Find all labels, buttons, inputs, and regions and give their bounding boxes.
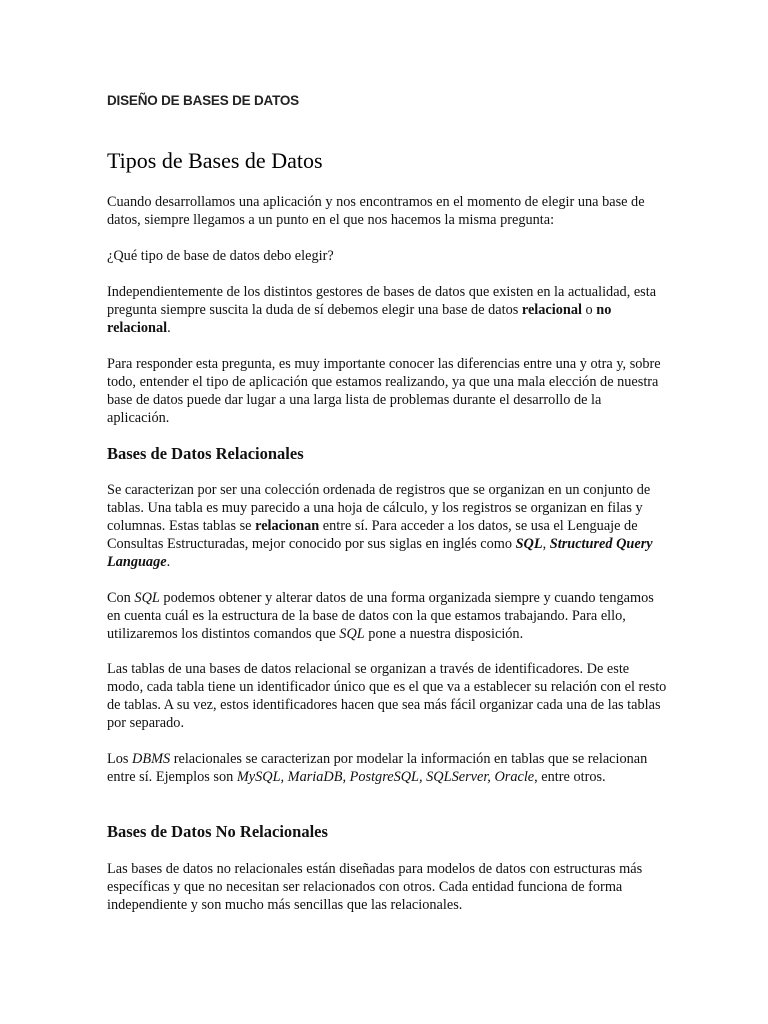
relational-paragraph-2: [107, 589, 667, 643]
page-title: Tipos de Bases de Datos: [107, 148, 323, 173]
document-header: DISEÑO DE BASES DE DATOS: [107, 93, 299, 108]
section-heading-no-relacionales: Bases de Datos No Relacionales: [107, 822, 328, 841]
text-run: pone a nuestra disposición.: [364, 626, 524, 642]
text-run: relacionales se caracterizan por modelar la información en tablas que se relacionan entre sí. Ejemplos son: [107, 751, 648, 785]
text-run: Independientemente de los distintos gestores de bases de datos que existen en la actualidad, esta pregunta siempre suscita la duda de sí debemos elegir una base de datos: [107, 284, 657, 318]
bold-term-relacionan: relacionan: [255, 518, 320, 534]
bold-term-no-relacional: no relacional: [107, 302, 612, 336]
non-relational-paragraph-1: Las bases de datos no relacionales están diseñadas para modelos de datos con estructuras más específicas y que no necesitan ser relacionados con otros. Cada entidad funciona de forma independiente y son mucho más sencillas que las relacionales.: [107, 861, 643, 913]
italic-term-sql: SQL: [339, 626, 365, 642]
text-run: Los: [107, 751, 133, 767]
text-run: ,: [542, 536, 550, 552]
section-heading-relacionales: Bases de Datos Relacionales: [107, 444, 304, 463]
relational-paragraph-3: Las tablas de una bases de datos relacional se organizan a través de identificadores. De este modo, cada tabla tiene un identificador único que es el que va a establecer su relación con el resto de tablas. A su vez, estos identificadores hacen que sea más fácil organizar cada una de las tablas por separado.: [107, 661, 667, 731]
text-run: Con: [107, 590, 135, 606]
intro-paragraph-3: [107, 283, 667, 337]
bold-italic-term-structured-query-language: Structured Query Language: [107, 536, 653, 570]
intro-paragraph-1: Cuando desarrollamos una aplicación y nos encontramos en el momento de elegir una base de datos, siempre llegamos a un punto en el que nos hacemos la misma pregunta:: [107, 194, 645, 228]
intro-question: ¿Qué tipo de base de datos debo elegir?: [107, 248, 334, 264]
relational-paragraph-4: [107, 750, 667, 786]
relational-paragraph-1: [107, 481, 667, 571]
text-run: podemos obtener y alterar datos de una forma organizada siempre y cuando tengamos en cuenta cuál es la estructura de la base de datos con la que estamos trabajando. Para ello, utilizaremos los distintos comandos que: [107, 590, 654, 642]
bold-italic-term-sql: SQL: [515, 536, 543, 552]
bold-term-relacional: relacional: [521, 302, 582, 318]
text-run: o: [581, 302, 597, 318]
italic-term-dbms: DBMS: [132, 751, 171, 767]
intro-paragraph-4: Para responder esta pregunta, es muy importante conocer las diferencias entre una y otra y, sobre todo, entender el tipo de aplicación que estamos realizando, ya que una mala elección de nuestra base de datos puede dar lugar a una larga lista de problemas durante el desarrollo de la aplicación.: [107, 356, 661, 426]
text-run: entre sí. Para acceder a los datos, se usa el Lenguaje de Consultas Estructuradas, mejor conocido por sus siglas en inglés como: [107, 518, 638, 552]
text-run: , entre otros.: [534, 769, 606, 785]
italic-term-sql: SQL: [134, 590, 160, 606]
italic-dbms-examples: MySQL, MariaDB, PostgreSQL, SQLServer, Oracle: [236, 769, 535, 785]
text-run: .: [167, 320, 171, 336]
text-run: Se caracterizan por ser una colección ordenada de registros que se organizan en un conjunto de tablas. Una tabla es muy parecido a una hoja de cálculo, y los registros se organizan en filas y columnas. Estas tablas se: [107, 482, 651, 534]
text-run: .: [166, 554, 171, 570]
